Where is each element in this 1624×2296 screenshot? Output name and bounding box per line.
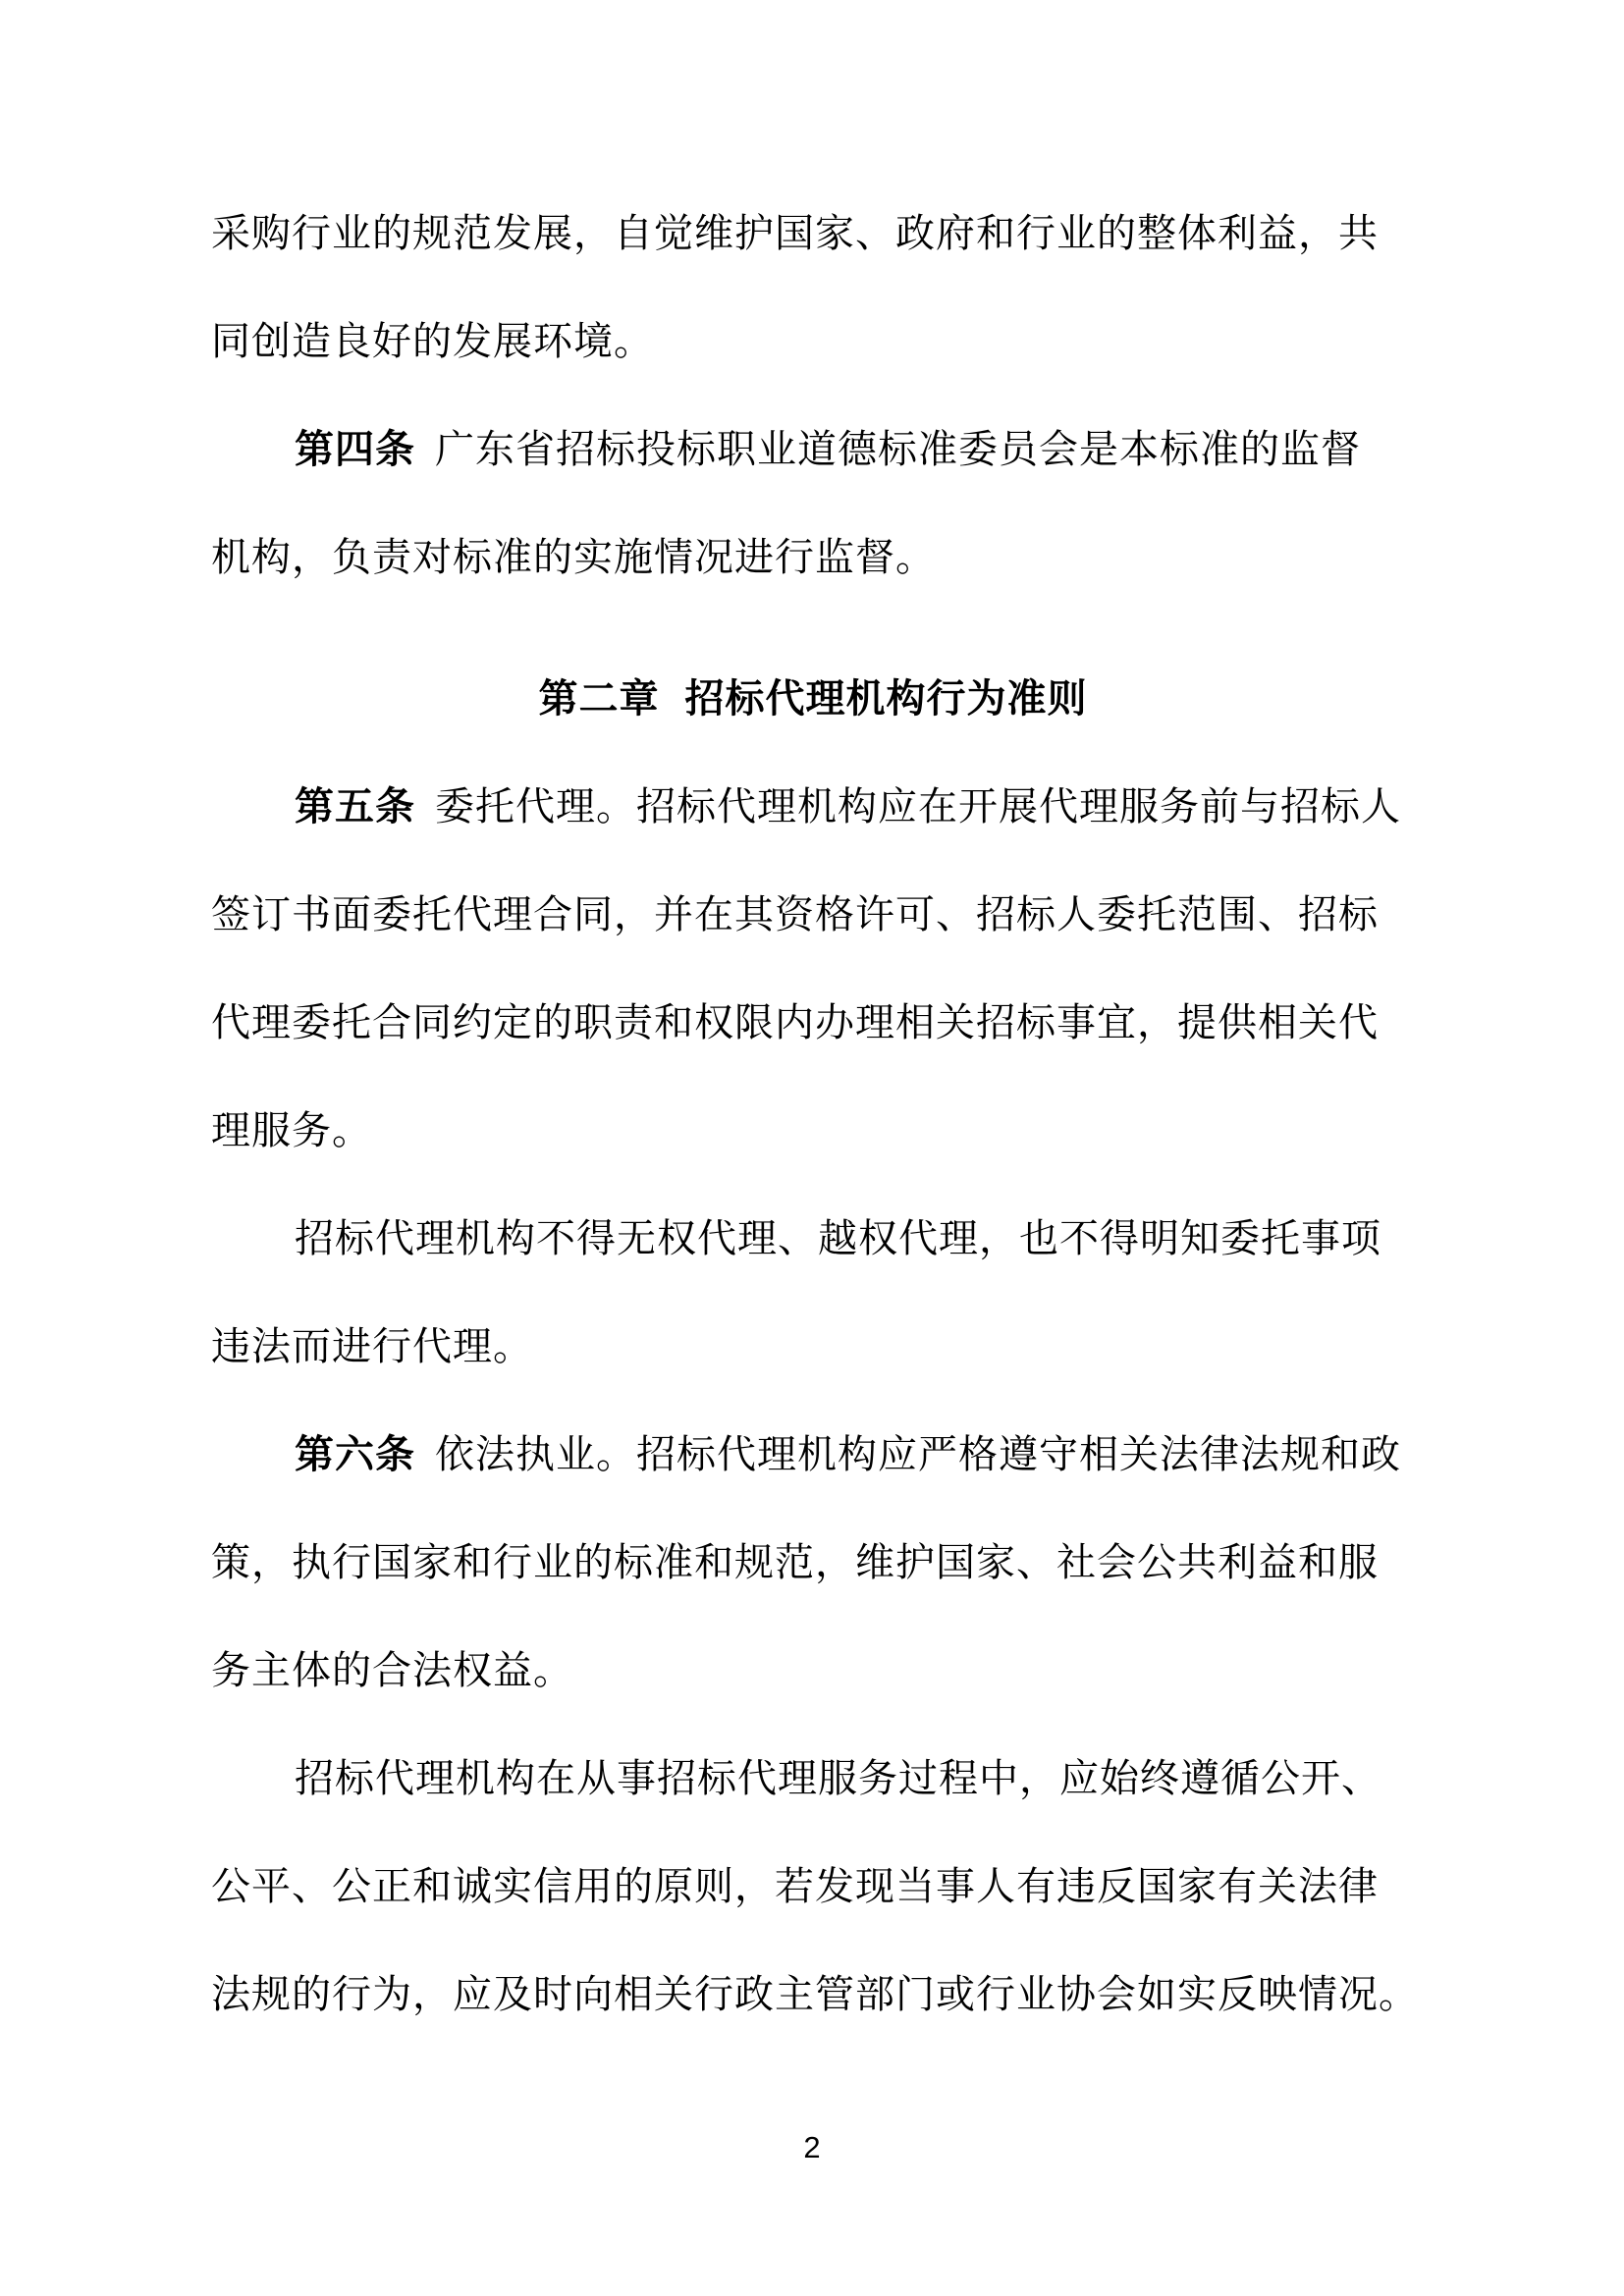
chapter-number: 第二章 xyxy=(538,677,660,721)
text-block xyxy=(211,180,1419,2049)
chapter-title: 招标代理机构行为准则 xyxy=(684,677,1088,721)
line-text: 广东省招标投标职业道德标准委员会是本标准的监督 xyxy=(435,428,1361,471)
document-line: 公平、公正和诚实信用的原则，若发现当事人有违反国家有关法律 xyxy=(211,1865,1379,1908)
document-line: 策，执行国家和行业的标准和规范，维护国家、社会公共利益和服 xyxy=(211,1541,1379,1584)
document-line: 代理委托合同约定的职责和权限内办理相关招标事宜，提供相关代 xyxy=(211,1001,1379,1044)
document-line: 招标代理机构在从事招标代理服务过程中，应始终遵循公开、 xyxy=(295,1757,1381,1800)
document-line xyxy=(211,753,1415,861)
document-line: 采购行业的规范发展，自觉维护国家、政府和行业的整体利益，共 xyxy=(211,212,1379,255)
document-line: 务主体的合法权益。 xyxy=(211,1649,573,1692)
document-line: 招标代理机构不得无权代理、越权代理，也不得明知委托事项 xyxy=(295,1217,1381,1260)
article-number: 第四条 xyxy=(295,428,415,471)
document-line: 法规的行为，应及时向相关行政主管部门或行业协会如实反映情况。 xyxy=(211,1973,1419,2016)
document-line: 签订书面委托代理合同，并在其资格许可、招标人委托范围、招标 xyxy=(211,893,1379,936)
chapter-heading xyxy=(211,645,1415,753)
article-number: 第五条 xyxy=(295,785,415,828)
document-line xyxy=(211,396,1415,504)
line-text: 依法执业。招标代理机构应严格遵守相关法律法规和政 xyxy=(435,1433,1401,1476)
document-line: 违法而进行代理。 xyxy=(211,1325,533,1368)
document-line: 机构，负责对标准的实施情况进行监督。 xyxy=(211,536,936,579)
document-line: 同创造良好的发展环境。 xyxy=(211,320,654,363)
document-line xyxy=(211,1401,1415,1509)
document-line: 理服务。 xyxy=(211,1109,372,1152)
page-number: 2 xyxy=(803,2130,821,2164)
article-number: 第六条 xyxy=(295,1433,415,1476)
line-text: 委托代理。招标代理机构应在开展代理服务前与招标人 xyxy=(435,785,1401,828)
